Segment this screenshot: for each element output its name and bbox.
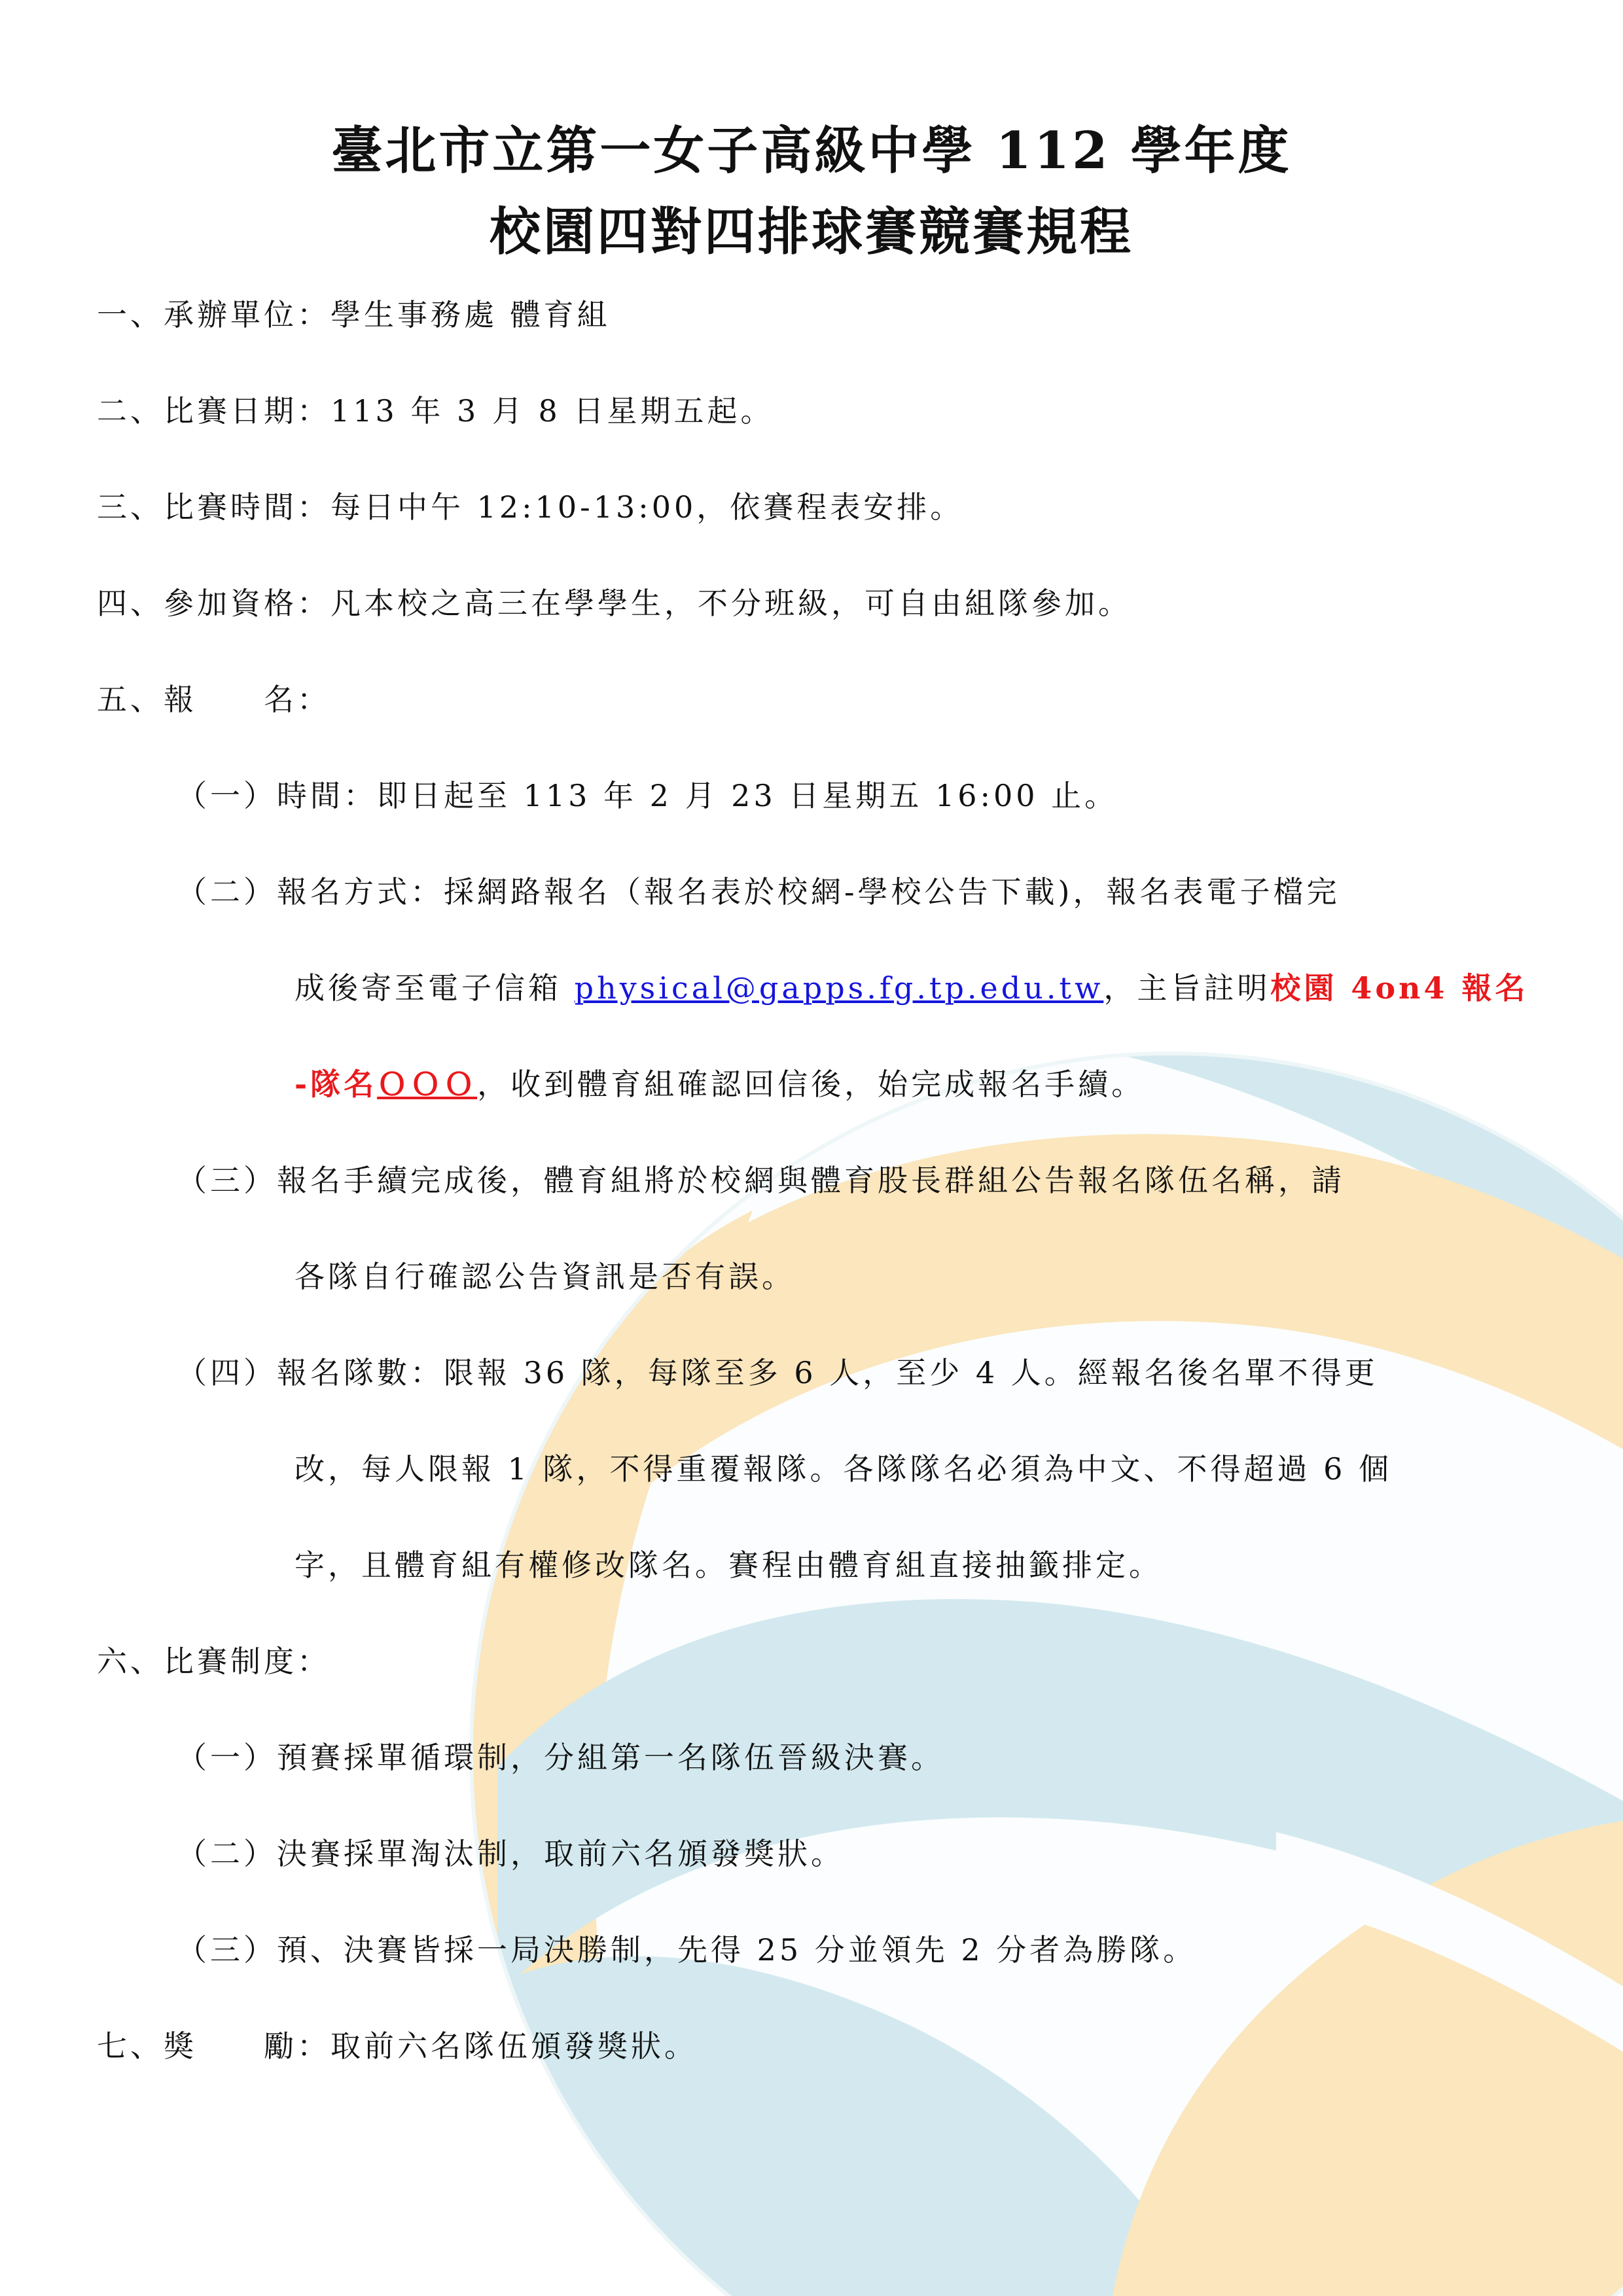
item-number: （一） [177,1740,277,1775]
registration-item-1 [177,778,1118,813]
registration-item-3 [177,1163,1345,1198]
section-awards [97,2028,698,2064]
section-label: 比賽時間： [164,489,330,525]
section-number: 一、 [97,297,164,332]
section-number: 五、 [97,682,164,717]
section-label: 比賽制度： [164,1644,330,1679]
section-text: 每日中午 12:10-13:00，依賽程表安排。 [330,489,964,525]
item-number: （三） [177,1163,277,1198]
item-text: 時間：即日起至 113 年 2 月 23 日星期五 16:00 止。 [277,778,1118,813]
section-number: 四、 [97,586,164,621]
document-title-line-2: 校園四對四排球賽競賽規程 [489,202,1133,262]
registration-item-4-line-2: 改，每人限報 1 隊，不得重覆報隊。各隊隊名必須為中文、不得超過 6 個 [294,1451,1393,1487]
registration-item-4 [177,1355,1378,1390]
section-eligibility [97,586,1132,621]
section-label: 參加資格： [164,586,330,621]
email-subject-highlight: 校園 4on4 報名 [1270,970,1529,1006]
item-number: （四） [177,1355,277,1390]
item-text: 報名方式：採網路報名（報名表於校網-學校公告下載)，報名表電子檔完 [277,874,1340,910]
section-date [97,393,774,429]
section-number: 七、 [97,2028,164,2064]
format-item-1 [177,1742,944,1773]
item-number: （二） [177,1836,277,1871]
section-number: 三、 [97,489,164,525]
section-text: 凡本校之高三在學學生，不分班級，可自由組隊參加。 [330,586,1132,621]
section-label: 報 名： [164,682,330,717]
section-time [97,489,964,525]
item-text: 報名隊數：限報 36 隊，每隊至多 6 人，至少 4 人。經報名後名單不得更 [277,1355,1378,1390]
section-text: 取前六名隊伍頒發獎狀。 [330,2028,698,2064]
item-number: （三） [177,1932,277,1968]
item-text: 決賽採單淘汰制，取前六名頒發獎狀。 [277,1836,844,1871]
section-organizer [97,297,611,332]
format-item-2 [177,1836,844,1871]
item-text: ，收到體育組確認回信後，始完成報名手續。 [477,1067,1145,1102]
section-label: 獎 勵： [164,2028,330,2064]
registration-item-3-line-2: 各隊自行確認公告資訊是否有誤。 [294,1259,795,1294]
item-text: 成後寄至電子信箱 [294,970,575,1006]
section-format [97,1644,330,1679]
registration-item-2 [177,874,1340,910]
format-item-3 [177,1932,1197,1968]
section-label: 比賽日期： [164,393,330,429]
document-title-line-1: 臺北市立第一女子高級中學 112 學年度 [331,121,1292,181]
team-name-placeholder: ＯＯＯ [377,1067,478,1102]
email-link[interactable]: physical@gapps.fg.tp.edu.tw [574,970,1104,1006]
registration-item-4-line-3: 字，且體育組有權修改隊名。賽程由體育組直接抽籤排定。 [294,1547,1162,1583]
registration-item-2-line-3 [294,1067,1145,1102]
section-registration [97,684,330,715]
section-text: 113 年 3 月 8 日星期五起。 [330,393,774,429]
email-subject-highlight: -隊名 [294,1067,378,1102]
section-label: 承辦單位： [164,297,330,332]
item-text: ，主旨註明 [1103,970,1271,1006]
item-number: （一） [177,778,277,813]
item-text: 預賽採單循環制，分組第一名隊伍晉級決賽。 [277,1740,944,1775]
section-number: 六、 [97,1644,164,1679]
section-number: 二、 [97,393,164,429]
item-number: （二） [177,874,277,910]
item-text: 預、決賽皆採一局決勝制，先得 25 分並領先 2 分者為勝隊。 [277,1932,1197,1968]
section-text: 學生事務處 體育組 [330,297,611,332]
item-text: 報名手續完成後，體育組將於校網與體育股長群組公告報名隊伍名稱，請 [277,1163,1345,1198]
registration-item-2-line-2 [294,970,1529,1006]
